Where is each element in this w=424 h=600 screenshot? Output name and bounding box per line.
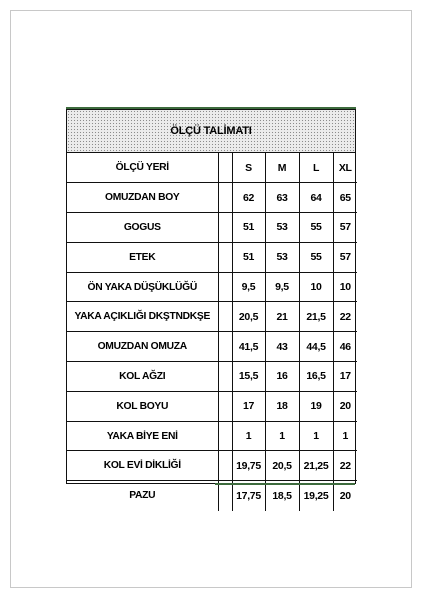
header-row (67, 153, 357, 183)
size-value: M (265, 153, 299, 183)
table-row (67, 362, 357, 392)
size-value: 16,5 (299, 362, 333, 392)
table-row (67, 451, 357, 481)
spacer-cell (218, 302, 232, 332)
spacer-cell (218, 451, 232, 481)
table-row (67, 332, 357, 362)
size-value: 63 (265, 183, 299, 213)
size-value: 17 (333, 362, 357, 392)
size-value: 1 (299, 421, 333, 451)
size-value: 1 (265, 421, 299, 451)
size-value: 9,5 (232, 272, 265, 302)
size-value: 18 (265, 391, 299, 421)
table-row (67, 302, 357, 332)
table-row (67, 391, 357, 421)
table-row (67, 421, 357, 451)
measure-label: OMUZDAN OMUZA (67, 332, 218, 362)
size-value: 20,5 (232, 302, 265, 332)
measure-label: KOL EVİ DİKLİĞİ (67, 451, 218, 481)
size-value: 19,75 (232, 451, 265, 481)
size-value: 20,5 (265, 451, 299, 481)
size-value: 65 (333, 183, 357, 213)
size-value: 55 (299, 242, 333, 272)
size-value: 1 (333, 421, 357, 451)
size-value: 16 (265, 362, 299, 392)
table-row (67, 242, 357, 272)
size-value: 19,25 (299, 481, 333, 511)
measure-label: ETEK (67, 242, 218, 272)
spacer-cell (218, 213, 232, 243)
table-row (67, 272, 357, 302)
size-chart-title: ÖLÇÜ TALİMATI (170, 125, 252, 137)
spacer-cell (218, 242, 232, 272)
size-table-body (67, 153, 357, 511)
size-value: 43 (265, 332, 299, 362)
size-chart (66, 109, 356, 502)
size-value: 18,5 (265, 481, 299, 511)
size-value: 62 (232, 183, 265, 213)
measure-label: KOL BOYU (67, 391, 218, 421)
size-value: 46 (333, 332, 357, 362)
measure-label: YAKA AÇIKLIĞI DKŞTNDKŞE (67, 302, 218, 332)
size-value: 51 (232, 242, 265, 272)
size-value: 53 (265, 242, 299, 272)
size-value: 55 (299, 213, 333, 243)
size-value: 44,5 (299, 332, 333, 362)
bottom-accent-line (215, 483, 355, 485)
size-value: 10 (333, 272, 357, 302)
table-row (67, 213, 357, 243)
size-value: 15,5 (232, 362, 265, 392)
size-value: 57 (333, 242, 357, 272)
measure-label: KOL AĞZI (67, 362, 218, 392)
size-value: 53 (265, 213, 299, 243)
spacer-cell (218, 183, 232, 213)
table-row (67, 481, 357, 511)
size-chart-title-cell (67, 110, 355, 153)
measure-label: OMUZDAN BOY (67, 183, 218, 213)
spacer-cell (218, 481, 232, 511)
size-value: 21,5 (299, 302, 333, 332)
measure-label: YAKA BİYE ENİ (67, 421, 218, 451)
size-value: 17,75 (232, 481, 265, 511)
size-value: 20 (333, 391, 357, 421)
size-value: S (232, 153, 265, 183)
size-table (67, 153, 357, 511)
size-value: 21 (265, 302, 299, 332)
size-value: 22 (333, 302, 357, 332)
size-value: 41,5 (232, 332, 265, 362)
size-value: 17 (232, 391, 265, 421)
measure-label: ÖN YAKA DÜŞÜKLÜĞÜ (67, 272, 218, 302)
measure-label: GOGUS (67, 213, 218, 243)
spacer-cell (218, 332, 232, 362)
size-value: 10 (299, 272, 333, 302)
size-value: 64 (299, 183, 333, 213)
spacer-cell (218, 362, 232, 392)
size-value: 21,25 (299, 451, 333, 481)
measure-label: PAZU (67, 481, 218, 511)
size-value: 22 (333, 451, 357, 481)
table-row (67, 183, 357, 213)
size-value: 1 (232, 421, 265, 451)
spacer-cell (218, 272, 232, 302)
measure-label: ÖLÇÜ YERİ (67, 153, 218, 183)
size-value: 9,5 (265, 272, 299, 302)
size-value: L (299, 153, 333, 183)
spacer-cell (218, 421, 232, 451)
size-value: 51 (232, 213, 265, 243)
size-value: 57 (333, 213, 357, 243)
size-value: XL (333, 153, 357, 183)
size-value: 20 (333, 481, 357, 511)
spacer-cell (218, 153, 232, 183)
size-value: 19 (299, 391, 333, 421)
spacer-cell (218, 391, 232, 421)
